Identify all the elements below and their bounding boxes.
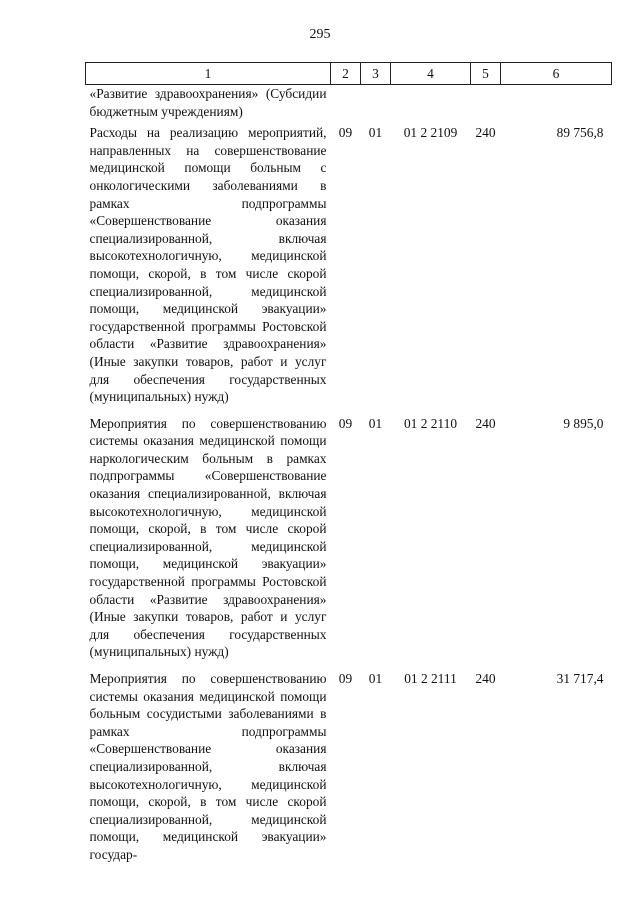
table-row-continuation bbox=[86, 85, 612, 125]
table-row bbox=[86, 124, 612, 415]
table-header bbox=[86, 63, 612, 85]
row-expense-type: 240 bbox=[475, 671, 496, 686]
column-header-subsection: 3 bbox=[361, 63, 391, 85]
column-header-description: 1 bbox=[86, 63, 331, 85]
column-header-section: 2 bbox=[331, 63, 361, 85]
row-target: 01 2 2111 bbox=[404, 671, 457, 686]
row-section: 09 bbox=[338, 671, 353, 686]
table-row bbox=[86, 670, 612, 864]
column-header-amount: 6 bbox=[501, 63, 612, 85]
budget-table bbox=[85, 62, 612, 864]
row-amount: 31 717,4 bbox=[556, 671, 604, 686]
row-subsection: 01 bbox=[368, 415, 383, 431]
row-description: «Развитие здравоохранения» (Субсидии бюджетным учреждениям) bbox=[89, 86, 327, 119]
row-section: 09 bbox=[338, 415, 353, 431]
row-subsection: 01 bbox=[368, 125, 383, 141]
row-target: 01 2 2110 bbox=[403, 415, 458, 431]
row-subsection: 01 bbox=[368, 671, 383, 686]
column-header-expense-type: 5 bbox=[471, 63, 501, 85]
row-section: 09 bbox=[338, 125, 353, 141]
page-number: 295 bbox=[309, 27, 331, 42]
row-target: 01 2 2109 bbox=[403, 125, 458, 141]
column-header-target: 4 bbox=[391, 63, 471, 85]
row-amount: 9 895,0 bbox=[563, 415, 604, 431]
row-description: Мероприятия по совершенствованию системы оказания медицинской помощи наркологическим больным в рамках подпрограммы «Совершенствование оказания специализированной, включая высокотехнологичную, медицинской помощи, скорой, в том числе скорой специализированной, медицинской помощи, медицинской эвакуации» государственной программы Ростовской области «Развитие здравоохранения» (Иные закупки товаров, работ и услуг для обеспечения государственных (муниципальных) нужд) bbox=[89, 415, 327, 660]
row-description: Мероприятия по совершенствованию системы оказания медицинской помощи больным сосудистыми заболеваниями в рамках подпрограммы «Совершенствование оказания специализированной, включая высокотехнологичную, медицинской помощи, скорой, в том числе скорой специализированной, медицинской помощи, медицинской эвакуации» государ- bbox=[89, 671, 327, 862]
row-expense-type: 240 bbox=[475, 415, 496, 431]
row-expense-type: 240 bbox=[475, 125, 496, 141]
table-row bbox=[86, 415, 612, 670]
row-description: Расходы на реализацию мероприятий, направленных на совершенствование медицинской помощи больным с онкологическими заболеваниями в рамках подпрограммы «Совершенствование оказания специализированной, включая высокотехнологичную, медицинской помощи, скорой, в том числе скорой специализированной, медицинской помощи, медицинской эвакуации» государственной программы Ростовской области «Развитие здравоохранения» (Иные закупки товаров, работ и услуг для обеспечения государственных (муниципальных) нужд) bbox=[89, 125, 327, 405]
row-amount: 89 756,8 bbox=[556, 125, 604, 141]
